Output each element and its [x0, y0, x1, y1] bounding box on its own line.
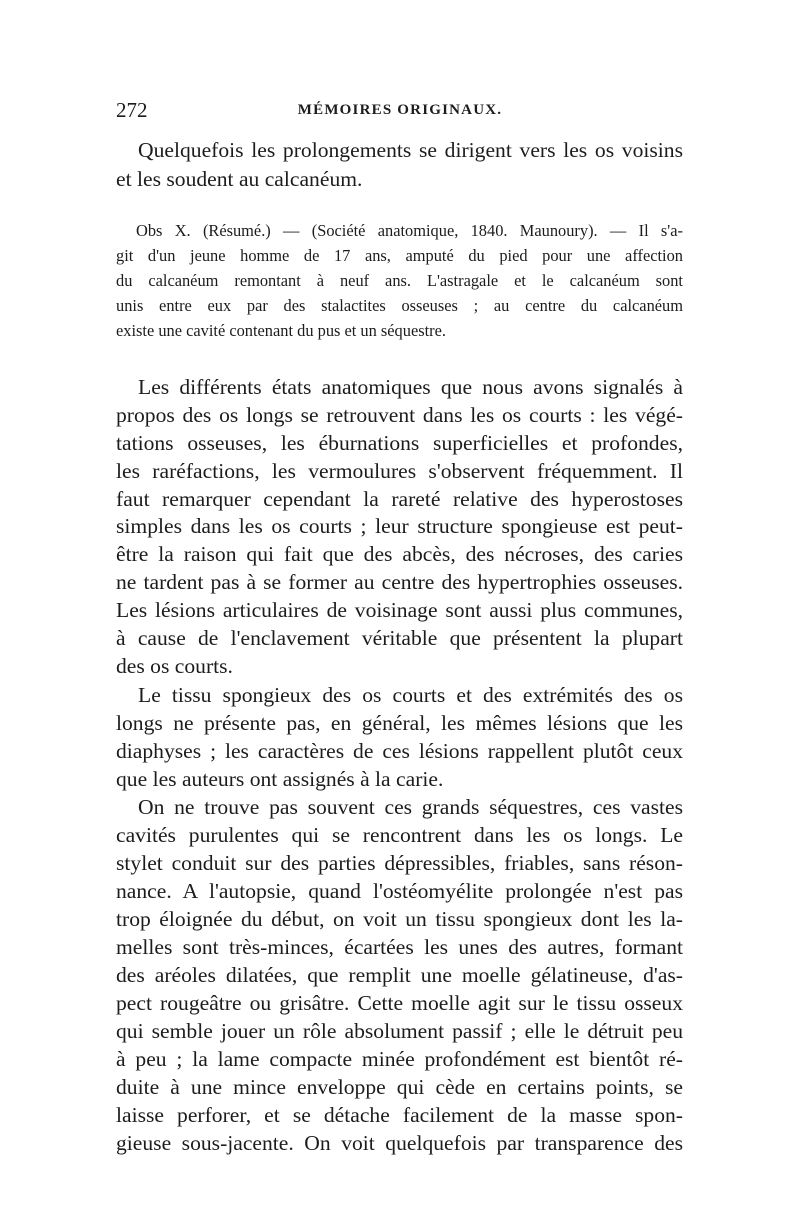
text-line: gieuse sous-jacente. On voit quelquefois par transparence des — [116, 1131, 683, 1155]
text-line: ne tardent pas à se former au centre des hypertrophies osseuses. — [116, 570, 683, 594]
text-line: trop éloignée du début, on voit un tissu spongieux dont les la- — [116, 907, 683, 931]
observation-line: du calcanéum remontant à neuf ans. L'astragale et le calcanéum sont — [116, 271, 683, 290]
text-line: faut remarquer cependant la rareté relative des hyperostoses — [116, 487, 683, 511]
text-line: et les soudent au calcanéum. — [116, 167, 363, 191]
text-line: duite à une mince enveloppe qui cède en certains points, se — [116, 1075, 683, 1099]
text-line: melles sont très-minces, écartées les unes des autres, formant — [116, 935, 683, 959]
text-line: diaphyses ; les caractères de ces lésions rappellent plutôt ceux — [116, 739, 683, 763]
page-header — [116, 96, 684, 124]
text-line: propos des os longs se retrouvent dans les os courts : les végé- — [116, 403, 683, 427]
text-line: cavités purulentes qui se rencontrent dans les os longs. Le — [116, 823, 683, 847]
text-line: stylet conduit sur des parties dépressibles, friables, sans réson- — [116, 851, 683, 875]
text-line: Quelquefois les prolongements se dirigent vers les os voisins — [138, 138, 683, 162]
text-line: que les auteurs ont assignés à la carie. — [116, 767, 444, 791]
text-line: On ne trouve pas souvent ces grands séquestres, ces vastes — [138, 795, 683, 819]
text-line: laisse perforer, et se détache facilement de la masse spon- — [116, 1103, 683, 1127]
observation-line: git d'un jeune homme de 17 ans, amputé du pied pour une affection — [116, 246, 683, 265]
text-line: tations osseuses, les éburnations superficielles et profondes, — [116, 431, 683, 455]
page-number: 272 — [116, 98, 148, 122]
text-line: Le tissu spongieux des os courts et des extrémités des os — [138, 683, 683, 707]
observation-line: Obs X. (Résumé.) — (Société anatomique, 1840. Maunoury). — Il s'a- — [136, 221, 683, 240]
text-line: des os courts. — [116, 654, 233, 678]
text-line: à cause de l'enclavement véritable que présentent la plupart — [116, 626, 683, 650]
text-line: les raréfactions, les vermoulures s'observent fréquemment. Il — [116, 459, 683, 483]
observation-line: existe une cavité contenant du pus et un séquestre. — [116, 321, 446, 340]
text-line: Les différents états anatomiques que nous avons signalés à — [138, 375, 683, 399]
text-line: Les lésions articulaires de voisinage sont aussi plus communes, — [116, 598, 683, 622]
text-line: qui semble jouer un rôle absolument passif ; elle le détruit peu — [116, 1019, 683, 1043]
text-line: à peu ; la lame compacte minée profondément est bientôt ré- — [116, 1047, 683, 1071]
text-line: nance. A l'autopsie, quand l'ostéomyélite prolongée n'est pas — [116, 879, 683, 903]
text-line: des aréoles dilatées, que remplit une moelle gélatineuse, d'as- — [116, 963, 683, 987]
text-line: pect rougeâtre ou grisâtre. Cette moelle agit sur le tissu osseux — [116, 991, 683, 1015]
text-line: être la raison qui fait que des abcès, des nécroses, des caries — [116, 542, 683, 566]
observation-line: unis entre eux par des stalactites osseuses ; au centre du calcanéum — [116, 296, 683, 315]
text-line: longs ne présente pas, en général, les mêmes lésions que les — [116, 711, 683, 735]
running-title: MÉMOIRES ORIGINAUX. — [297, 102, 503, 118]
text-line: simples dans les os courts ; leur structure spongieuse est peut- — [116, 514, 683, 538]
